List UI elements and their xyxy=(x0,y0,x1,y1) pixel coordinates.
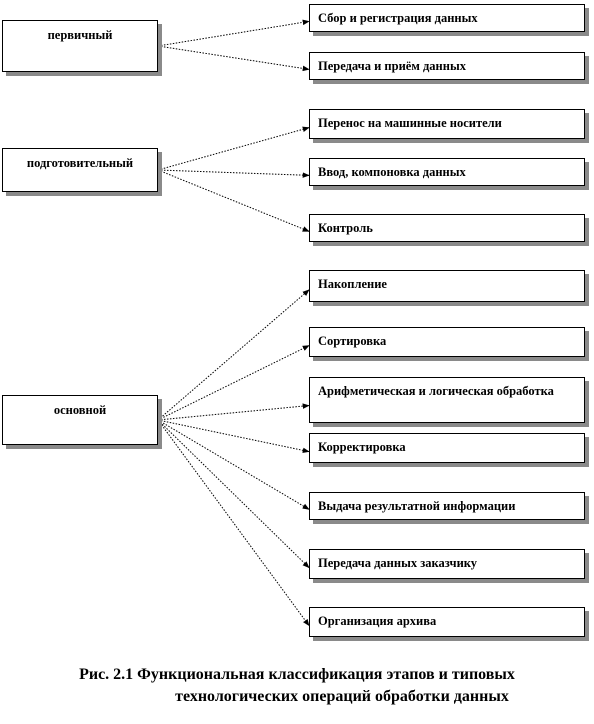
caption-line-2: технологических операций обработки данных xyxy=(175,688,509,705)
connector-arrow xyxy=(158,21,309,46)
operation-box xyxy=(309,158,585,186)
stage-label: подготовительный xyxy=(26,156,134,170)
operation-box xyxy=(309,549,585,579)
stage-main xyxy=(2,395,158,445)
connector-arrow xyxy=(158,420,309,509)
operation-box xyxy=(309,607,585,637)
operation-label: Передача и приём данных xyxy=(318,59,466,73)
operation-label: Контроль xyxy=(318,221,373,235)
stage-label: первичный xyxy=(47,28,113,42)
operation-box xyxy=(309,270,585,302)
operation-box xyxy=(309,327,585,357)
connector-arrow xyxy=(158,46,309,69)
connector-arrow xyxy=(158,420,309,568)
operation-box xyxy=(309,433,585,463)
connector-arrow xyxy=(158,406,309,420)
operation-label: Накопление xyxy=(318,277,387,291)
connector-arrow xyxy=(158,170,309,175)
operation-label: Организация архива xyxy=(318,614,437,628)
connector-arrow xyxy=(158,128,309,170)
operation-box xyxy=(309,492,585,520)
connector-arrow xyxy=(158,170,309,231)
operation-label: Сбор и регистрация данных xyxy=(318,11,478,25)
operation-box xyxy=(309,109,585,139)
operation-label: Ввод, компоновка данных xyxy=(318,165,466,179)
operation-label: Выдача результатной информации xyxy=(318,499,516,513)
operation-label: Арифметическая и логическая обработка xyxy=(318,384,554,398)
stage-preparatory xyxy=(2,148,158,192)
connector-arrow xyxy=(158,420,309,626)
operation-box xyxy=(309,4,585,32)
connector-arrow xyxy=(158,420,309,452)
operation-label: Перенос на машинные носители xyxy=(318,116,502,130)
operation-label: Сортировка xyxy=(318,334,387,348)
caption-line-1: Рис. 2.1 Функциональная классификация этапов и типовых xyxy=(79,666,515,683)
connector-arrow xyxy=(158,346,309,420)
operation-label: Корректировка xyxy=(318,440,406,454)
operation-box xyxy=(309,52,585,80)
operation-box xyxy=(309,377,585,423)
stage-label: основной xyxy=(53,403,107,417)
stage-primary xyxy=(2,20,158,72)
operation-label: Передача данных заказчику xyxy=(318,556,478,570)
figure-caption xyxy=(0,664,594,708)
operation-box xyxy=(309,214,585,242)
connector-arrow xyxy=(158,290,309,420)
